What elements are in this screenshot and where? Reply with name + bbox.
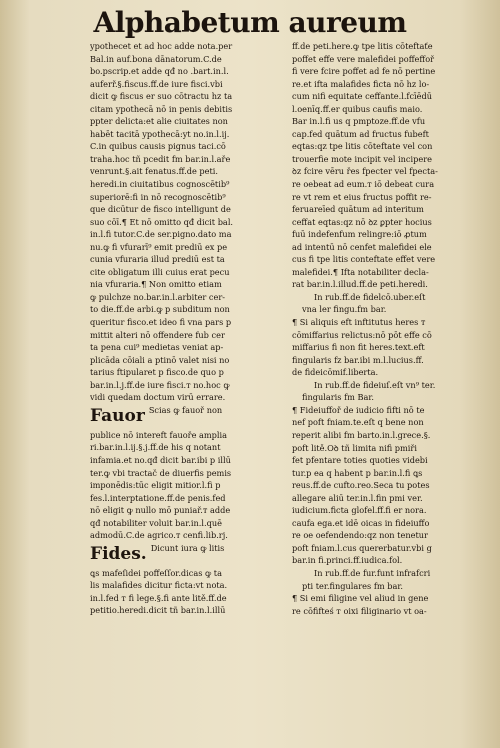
rubric-line: In rub.ff.de fideiuſ.eſt vn⁹ ter. [314,379,436,390]
text-line: Bar in.l.fi us q pmptoze.ff.de vfu [292,116,426,127]
text-line: ¶ Si aliquis eft inftitutus heres т [292,317,426,328]
text-line: admodū.C.de agrico.т cenfi.lib.rj. [90,530,228,541]
text-line: rat bar.in.l.illud.ff.de peti.heredi. [292,279,428,290]
text-line: de fideicōmif.liberta. [292,367,379,378]
text-line: auferř.§.fiscus.ff.de iure fisci.vbi [90,78,223,89]
text-line: suo cōī.¶ Et nō omitto qđ dicit bal. [90,216,234,227]
page-title: Alphabetum aureum [93,6,407,39]
text-line: cunia vfuraria illud prediū est ta [90,254,225,265]
rubric-line: pti ter.fingulares fm bar. [302,580,403,591]
text-line: ꝙ pulchze no.bar.in.l.arbiter cer- [90,291,226,302]
favor-rubric: Fauor [90,405,145,426]
text-line: cite obligatum illi cuius erat pecu [90,266,230,277]
text-line: ¶ Si emi filigine vel aliud in gene [292,593,429,604]
text-line: citam ypothecā nō in penis debitis [90,103,233,114]
text-line: bo.pscrip.et adde qđ no .bart.in.l. [90,66,229,77]
text-line: eqtas:qz tpe litis cōteftate vel con [292,141,433,152]
rubric-line: In rub.ff.de fur.funt infrafcri [314,567,431,578]
text-line: re cōfifteś т oixi filiginario vt oa- [292,605,427,616]
right-column-text-c [292,316,490,379]
text-line: poffet effe vere malefidei poffeffoř [292,53,435,64]
text-line: superiorē:fi in nō recognoscētib⁹ [90,191,226,202]
text-line: ꝺz fcire vēru řes fpecter vel fpecta- [292,166,438,177]
text-line: ¶ Fideiuffoř de iudicio fifti nō te [292,404,425,415]
text-line: allegare aliū ter.in.l.fin pmi ver. [292,492,423,503]
text-line: iudicium.ficta glofel.ff.fi er nora. [292,505,427,516]
text-line: in.l.fed т fi lege.§.fi ante litě.ff.de [90,592,227,603]
text-line: fuū indefenfum relingre:iō ꝓtum [292,229,427,240]
text-line: queritur fisco.et ideo fi vna pars p [90,317,232,328]
right-column-text-e [292,404,490,567]
text-line: ꝗs mafeſidei poffeſſor.dicas ꝙ ta [90,567,222,578]
text-line: l.oenīq.ff.er quibus caufis maio. [292,103,423,114]
text-line: dicit ꝙ fiscus er suo cōtractu hz ta [90,91,233,102]
text-line: bar.in.l.j.ff.de iure fisci.т no.hoc ꝙ [90,379,230,390]
rubric-line: fingularis fm Bar. [302,392,374,403]
left-column [90,40,288,730]
text-line: trouerfie mote incipit vel incipere [292,153,432,164]
fides-entry-text [90,567,288,617]
fides-rubric: Fides. [90,543,147,564]
text-line: imponēdis:tūc eligit mitior.l.fi p [90,480,221,491]
text-line: Bal.in auf.bona dānatorum.C.de [90,53,222,64]
text-line: to die.ff.de arbi.ꝙ p subditum non [90,304,230,315]
text-line: que dicūtur de fisco intelligunt de [90,204,231,215]
text-line: publice nō intereft fauoře amplia [90,429,228,440]
text-line: caufa ega.et idē oicas in fideiuffo [292,517,430,528]
text-line: ri.bar.in.l.ij.§.j.ff.de his q notant [90,442,221,453]
text-line: plicāda cōiali a ptinō valet nisi no [90,354,230,365]
text-line: fet pfentare toties quoties videbi [292,455,428,466]
text-line: traha.hoc tñ pcedit fm bar.in.l.aře [90,153,231,164]
text-line: infamia.et no.qđ dicit bar.ibi p illū [90,454,231,465]
text-line: ad intentū nō cenfet malefidei ele [292,241,432,252]
text-line: C.in quibus causis pignus taci.cō [90,141,226,152]
text-line: tur.p ea q habent p bar.in.l.fi ꝗs [292,467,423,478]
fides-entry-heading [90,542,288,567]
favor-entry-heading [90,404,288,429]
text-line: vidi quedam doctum virū errare. [90,392,226,403]
text-line: fi vere fcire poffet ad fe nō pertine [292,66,436,77]
text-line: lis malafides dicitur ficta:vt nota. [90,580,228,591]
text-line: tarius ftipularet p fisco.de quo p [90,367,224,378]
right-column-text-g [292,592,490,617]
text-line: ypothecet et ad hoc adde nota.per [90,41,233,51]
text-line: fingularis fz bar.ibi m.l.lucius.ff. [292,354,424,365]
text-line: re oebeat ad eum.т iō debeat cura [292,179,435,190]
text-line: fes.l.interptatione.ff.de penis.fed [90,492,226,503]
text-line: poft fniam.l.cus quererbatur.vbi g [292,542,432,553]
text-line: heredi.in ciuitatibus cognoscētib⁹ [90,179,230,190]
text-line: petitio.heredi.dicit tñ bar.in.l.illū [90,605,226,616]
fides-first-line: Dicunt iura ꝙ litis [150,542,225,553]
text-line: nef poft fniam.te.eſt q bene non [292,417,424,428]
text-line: malefidei.¶ Ifta notabiliter decla- [292,266,429,277]
text-line: reus.ff.de cufto.reo.Seca tu potes [292,480,430,491]
text-line: cōmiffarius relictus:nō pōt effe cō [292,329,432,340]
text-line: venrunt.§.ait fenatus.ff.de peti. [90,166,218,177]
text-line: in.l.fi tutor.C.de ser.pigno.dato ma [90,229,232,240]
text-line: cus fi tpe litis conteftate effet vere [292,254,436,265]
text-line: cap.fed quātum ad fructus fubeft [292,128,429,139]
favor-first-line: Scias ꝙ fauoř non [148,404,223,415]
text-line: ceffat eqtas:qz nō ꝺz ꝑpter hocius [292,216,432,227]
favor-entry-text [90,429,288,542]
right-column [292,40,490,702]
text-line: ter.ꝙ vbi tractač de diuerfis pemis [90,467,232,478]
text-line: ff.de peti.here.ꝙ tpe litis cōteftaťe [292,41,433,51]
text-line: re.et ifta malafides ficta nō hz lo- [292,78,430,89]
rubric-line: In rub.ff.de fidelcō.uber.eſt [314,291,426,302]
rubric-line: vna ler fingu.fm bar. [302,304,387,315]
text-line: re oe oefendendo:qz non tenetur [292,530,428,541]
text-line: habēt tacitā ypothecā:yt no.in.l.ij. [90,128,230,139]
text-line: qđ notabiliter voluit bar.in.l.quē [90,517,222,528]
text-line: nō eligit ꝙ nullo mō puniař.т adde [90,505,231,516]
text-line: cum nifi equitate ceffante.l.fcīēdū [292,91,433,102]
right-column-text-a [292,40,490,291]
text-line: mittit alteri nō offendere fub cer [90,329,225,340]
text-line: ppter delicta:et alie ciuitates non [90,116,228,127]
text-line: re vt rem et eius fructus poffit re- [292,191,432,202]
left-column-text [90,40,288,404]
running-header [0,6,500,40]
text-line: bar.in fi.princi.ff.iudica.fol. [292,555,403,566]
text-line: miffarius fi non fit heres.text.eft [292,342,425,353]
text-line: reperit alibi fm barto.in.l.grece.§. [292,429,431,440]
text-line: nia vfuraria.¶ Non omitto etiam [90,279,222,290]
text-line: feruareīed quātum ad interitum [292,204,424,215]
text-line: ta pena cui⁹ medietas veniat ap- [90,342,224,353]
text-line: nu.ꝙ fi vfurarī⁹ emit prediū ex pe [90,241,228,252]
text-line: poft litě.Oꝺ tñ limita nifi pmiři [292,442,417,453]
